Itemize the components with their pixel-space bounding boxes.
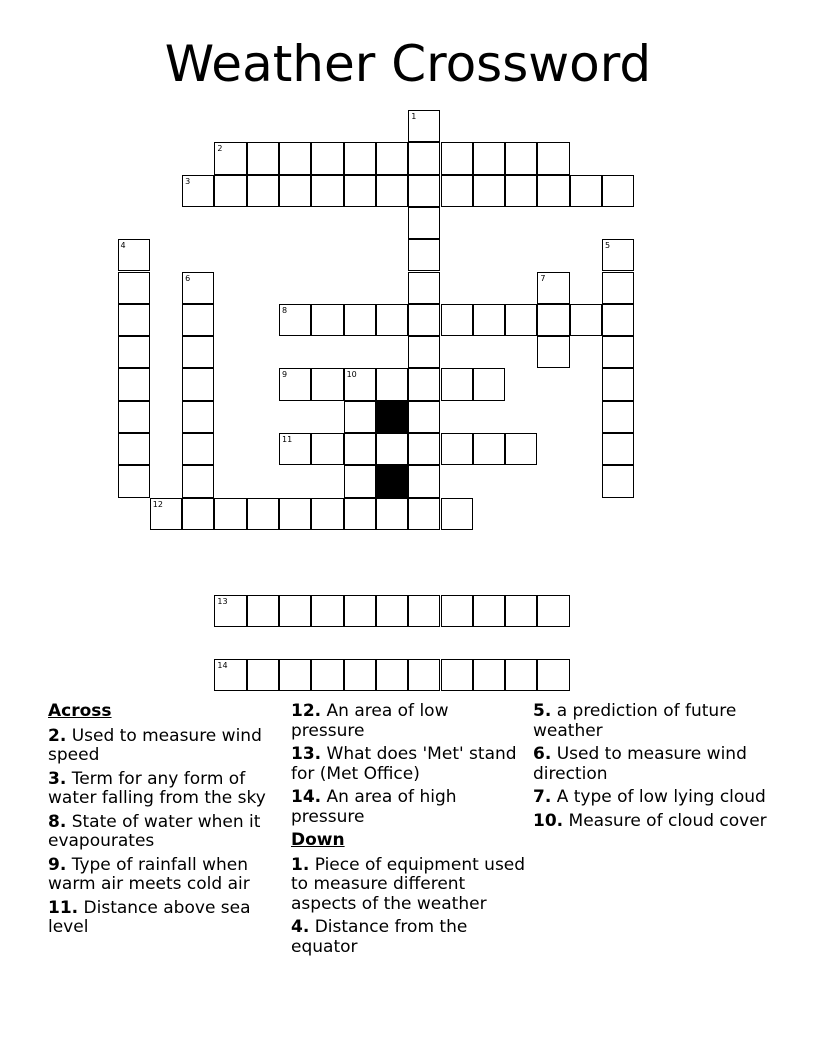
grid-cell[interactable] [408,433,440,465]
clue-text: An area of high pressure [291,787,457,827]
clue-number: 12. [291,701,322,721]
clue-number: 8. [48,811,67,832]
clue-number: 9. [48,854,67,875]
grid-cell[interactable] [537,304,569,336]
clue-number: 7. [533,787,552,807]
clue-number-label: 7 [540,273,546,283]
grid-cell[interactable] [408,110,440,142]
grid-cell[interactable] [408,465,440,497]
grid-cell[interactable] [408,595,440,627]
clue-text: a prediction of future weather [533,701,737,741]
grid-cell[interactable] [376,175,408,207]
grid-cell[interactable] [441,659,473,691]
grid-cell[interactable] [602,401,634,433]
clue-text: Distance from the equator [291,917,468,957]
grid-cell[interactable] [537,595,569,627]
clue-number-label: 4 [120,241,126,251]
grid-cell[interactable] [602,175,634,207]
grid-cell[interactable] [408,239,440,271]
grid-cell[interactable] [473,595,505,627]
clue-number-label: 5 [605,241,611,251]
grid-cell[interactable] [537,336,569,368]
grid-cell[interactable] [602,304,634,336]
grid-cell[interactable] [344,401,376,433]
clues-column-2 [291,702,527,961]
grid-cell[interactable] [344,595,376,627]
clues-column-3 [533,702,769,835]
grid-cell[interactable] [118,401,150,433]
clue-across-9 [48,856,284,895]
grid-cell[interactable] [602,465,634,497]
clue-number: 2. [48,725,67,746]
grid-cell[interactable] [214,498,246,530]
across-heading: Across [48,701,112,721]
grid-cell[interactable] [408,401,440,433]
grid-cell[interactable] [473,433,505,465]
grid-cell[interactable] [247,659,279,691]
clue-text: An area of low pressure [291,701,449,741]
grid-cell[interactable] [473,304,505,336]
grid-cell[interactable] [441,175,473,207]
clue-number: 6. [533,744,552,764]
grid-cell[interactable] [311,142,343,174]
grid-cell[interactable] [279,595,311,627]
grid-cell[interactable] [408,207,440,239]
grid-black-cell [376,465,408,497]
grid-cell[interactable] [182,465,214,497]
grid-cell[interactable] [537,272,569,304]
grid-cell[interactable] [505,304,537,336]
grid-cell[interactable] [344,304,376,336]
grid-cell[interactable] [408,368,440,400]
clue-down-4 [291,918,527,957]
clue-number: 5. [533,701,552,721]
grid-cell[interactable] [214,659,246,691]
clue-number: 1. [291,854,310,875]
grid-cell[interactable] [505,142,537,174]
grid-cell[interactable] [279,659,311,691]
grid-cell[interactable] [441,498,473,530]
grid-cell[interactable] [570,175,602,207]
clue-text: Type of rainfall when warm air meets cold air [48,854,250,894]
grid-cell[interactable] [602,239,634,271]
clue-number-label: 10 [346,370,357,380]
grid-cell[interactable] [505,433,537,465]
grid-cell[interactable] [247,498,279,530]
grid-cell[interactable] [602,433,634,465]
grid-cell[interactable] [311,595,343,627]
grid-cell[interactable] [376,659,408,691]
grid-cell[interactable] [311,659,343,691]
grid-cell[interactable] [182,368,214,400]
grid-cell[interactable] [602,272,634,304]
grid-cell[interactable] [182,498,214,530]
grid-cell[interactable] [537,175,569,207]
grid-cell[interactable] [344,368,376,400]
grid-cell[interactable] [602,368,634,400]
clue-number: 4. [291,917,310,937]
grid-cell[interactable] [376,304,408,336]
grid-cell[interactable] [150,498,182,530]
clue-text: What does 'Met' stand for (Met Office) [291,744,517,784]
grid-cell[interactable] [441,368,473,400]
clue-text: A type of low lying cloud [556,787,766,807]
clue-across-8 [48,813,284,852]
grid-cell[interactable] [408,304,440,336]
grid-cell[interactable] [376,368,408,400]
grid-cell[interactable] [376,595,408,627]
clue-number-label: 9 [282,370,288,380]
clue-text: Distance above sea level [48,897,251,937]
grid-cell[interactable] [473,142,505,174]
grid-cell[interactable] [537,142,569,174]
clue-number-label: 8 [282,305,288,315]
grid-cell[interactable] [182,272,214,304]
grid-cell[interactable] [376,433,408,465]
grid-cell[interactable] [344,498,376,530]
grid-cell[interactable] [344,659,376,691]
clue-across-13 [291,745,527,784]
grid-cell[interactable] [602,336,634,368]
grid-cell[interactable] [279,498,311,530]
grid-cell[interactable] [441,304,473,336]
grid-cell[interactable] [408,336,440,368]
grid-cell[interactable] [182,401,214,433]
grid-cell[interactable] [279,368,311,400]
grid-cell[interactable] [279,142,311,174]
grid-cell[interactable] [311,175,343,207]
grid-cell[interactable] [344,433,376,465]
clue-number-label: 3 [185,176,191,186]
clue-number: 11. [48,897,79,918]
grid-cell[interactable] [214,142,246,174]
clue-across-12 [291,702,527,741]
clue-text: Piece of equipment used to measure different aspects of the weather [291,854,526,914]
grid-cell[interactable] [279,433,311,465]
clue-number-label: 14 [217,661,228,671]
grid-cell[interactable] [118,304,150,336]
clue-text: Used to measure wind direction [533,744,747,784]
grid-cell[interactable] [473,175,505,207]
grid-cell[interactable] [505,659,537,691]
grid-cell[interactable] [505,175,537,207]
grid-cell[interactable] [182,175,214,207]
clue-number-label: 2 [217,144,223,154]
grid-cell[interactable] [376,142,408,174]
grid-cell[interactable] [214,595,246,627]
grid-cell[interactable] [408,659,440,691]
clue-text: Used to measure wind speed [48,725,262,765]
grid-cell[interactable] [408,272,440,304]
grid-cell[interactable] [182,304,214,336]
grid-cell[interactable] [344,142,376,174]
grid-cell[interactable] [118,239,150,271]
clue-number-label: 1 [411,112,417,121]
clue-across-2 [48,727,284,766]
clue-down-6 [533,745,769,784]
clue-text: State of water when it evapourates [48,811,261,851]
grid-cell[interactable] [311,498,343,530]
grid-cell[interactable] [441,433,473,465]
grid-cell[interactable] [311,368,343,400]
grid-cell[interactable] [118,336,150,368]
clue-number: 10. [533,810,564,831]
grid-cell[interactable] [408,142,440,174]
clue-down-7 [533,788,769,808]
clue-text: Term for any form of water falling from the sky [48,768,266,808]
grid-cell[interactable] [247,595,279,627]
grid-cell[interactable] [118,465,150,497]
grid-cell[interactable] [247,175,279,207]
clue-down-1 [291,856,527,915]
clue-across-11 [48,899,284,938]
clue-number: 14. [291,787,322,807]
grid-cell[interactable] [118,272,150,304]
clue-across-14 [291,788,527,827]
clue-down-5 [533,702,769,741]
grid-cell[interactable] [344,175,376,207]
grid-cell[interactable] [570,304,602,336]
grid-cell[interactable] [376,498,408,530]
grid-cell[interactable] [344,465,376,497]
grid-cell[interactable] [473,368,505,400]
clue-down-10 [533,812,769,832]
page-title: Weather Crossword [164,35,652,93]
grid-cell[interactable] [279,304,311,336]
grid-cell[interactable] [473,659,505,691]
grid-cell[interactable] [182,433,214,465]
clue-number-label: 11 [282,435,293,444]
grid-cell[interactable] [505,595,537,627]
clue-number-label: 6 [185,273,191,283]
grid-cell[interactable] [279,175,311,207]
clue-number-label: 13 [217,596,228,606]
grid-cell[interactable] [214,175,246,207]
grid-cell[interactable] [182,336,214,368]
clues-column-1 [48,702,284,942]
grid-cell[interactable] [118,368,150,400]
clue-number: 13. [291,744,322,764]
grid-cell[interactable] [537,659,569,691]
clue-text: Measure of cloud cover [568,810,767,831]
grid-cell[interactable] [311,304,343,336]
clue-number-label: 12 [152,499,163,509]
grid-black-cell [376,401,408,433]
clue-number: 3. [48,768,67,789]
down-heading: Down [291,830,345,850]
grid-cell[interactable] [441,142,473,174]
grid-cell[interactable] [441,595,473,627]
grid-cell[interactable] [408,498,440,530]
clue-across-3 [48,770,284,809]
grid-cell[interactable] [311,433,343,465]
grid-cell[interactable] [118,433,150,465]
grid-cell[interactable] [408,175,440,207]
grid-cell[interactable] [247,142,279,174]
